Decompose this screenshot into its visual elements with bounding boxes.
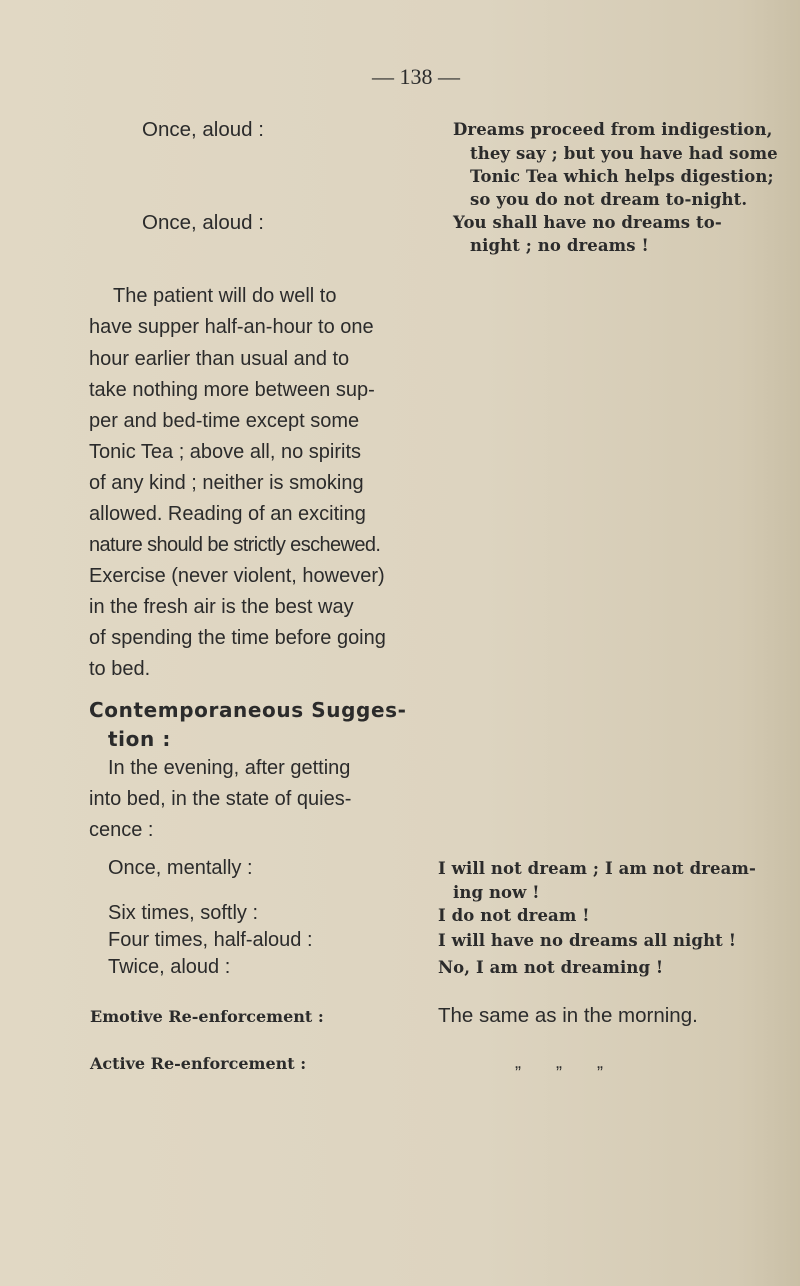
page-number: — 138 — — [372, 64, 460, 89]
paragraph-line: allowed. Reading of an exciting — [89, 503, 366, 525]
active-value: „ „ „ — [515, 1052, 603, 1072]
suggestion-line: night ; no dreams ! — [470, 236, 649, 255]
section-intro-line: cence : — [89, 819, 154, 841]
paragraph-line: Exercise (never violent, however) — [89, 565, 385, 587]
paragraph-line: take nothing more between sup- — [89, 379, 375, 401]
active-label: Active Re-enforcement : — [90, 1054, 307, 1073]
paragraph-line: have supper half-an-hour to one — [89, 316, 374, 338]
suggestion-line: Tonic Tea which helps digestion; — [470, 167, 774, 186]
suggestion-line: so you do not dream to-night. — [470, 190, 748, 209]
instruction-label-1: Once, aloud : — [142, 118, 264, 141]
section-heading: tion : — [108, 727, 171, 751]
suggestion-line: Dreams proceed from indigestion, — [453, 120, 773, 139]
section-heading: Contemporaneous Sugges- — [89, 698, 407, 722]
paragraph-line: to bed. — [89, 658, 151, 680]
section-intro-line: In the evening, after getting — [108, 757, 351, 779]
suggestion-line: You shall have no dreams to- — [453, 213, 722, 232]
row-suggestion: No, I am not dreaming ! — [438, 958, 664, 977]
section-intro-line: into bed, in the state of quies- — [89, 788, 352, 810]
row-label: Twice, aloud : — [108, 956, 231, 978]
paragraph-line: The patient will do well to — [113, 285, 337, 307]
row-label: Once, mentally : — [108, 857, 253, 879]
row-suggestion: ing now ! — [453, 883, 540, 902]
suggestion-line: they say ; but you have had some — [470, 144, 778, 163]
row-suggestion: I will not dream ; I am not dream- — [438, 859, 756, 878]
paragraph-line: nature should be strictly eschewed. — [89, 534, 381, 556]
row-label: Four times, half-aloud : — [108, 929, 313, 951]
paragraph-line: of any kind ; neither is smoking — [89, 472, 364, 494]
emotive-value: The same as in the morning. — [438, 1004, 698, 1027]
paragraph-line: of spending the time before going — [89, 627, 386, 649]
paragraph-line: in the fresh air is the best way — [89, 596, 354, 618]
row-label: Six times, softly : — [108, 902, 259, 924]
paragraph-line: Tonic Tea ; above all, no spirits — [89, 441, 362, 463]
paragraph-line: per and bed-time except some — [89, 410, 360, 432]
paragraph-line: hour earlier than usual and to — [89, 348, 350, 370]
row-suggestion: I do not dream ! — [438, 906, 590, 925]
row-suggestion: I will have no dreams all night ! — [438, 931, 737, 950]
instruction-label-2: Once, aloud : — [142, 211, 264, 234]
emotive-label: Emotive Re-enforcement : — [90, 1007, 324, 1026]
